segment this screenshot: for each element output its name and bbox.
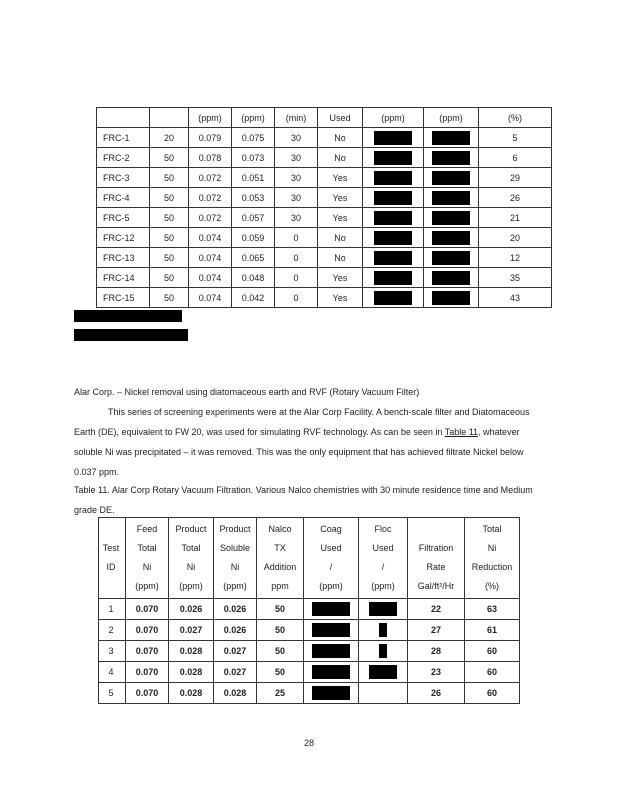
redaction-block	[432, 211, 470, 225]
table-cell: 23	[408, 662, 465, 683]
test-id-cell: FRC-3	[97, 168, 150, 188]
header-cell	[97, 108, 150, 128]
redacted-cell	[359, 599, 408, 620]
redacted-cell	[359, 662, 408, 683]
header-cell	[150, 108, 189, 128]
table-cell: 28	[408, 641, 465, 662]
redaction-block	[374, 291, 412, 305]
redacted-cell	[363, 248, 424, 268]
table-cell: 0.072	[189, 168, 232, 188]
table-cell: 30	[275, 148, 318, 168]
table-cell: 50	[150, 168, 189, 188]
header-cell: Filtration Rate Gal/ft²/Hr	[408, 518, 465, 599]
header-cell: (ppm)	[189, 108, 232, 128]
redacted-cell	[424, 188, 479, 208]
redacted-cell	[363, 188, 424, 208]
table-row	[99, 599, 520, 620]
table-cell: 20	[150, 128, 189, 148]
table-cell: 50	[150, 248, 189, 268]
redacted-cell	[363, 288, 424, 308]
redaction-block	[432, 191, 470, 205]
redacted-cell	[304, 599, 359, 620]
body-paragraph	[74, 402, 544, 482]
test-id-cell: 4	[99, 662, 126, 683]
table-cell: No	[318, 148, 363, 168]
redacted-cell	[424, 168, 479, 188]
table-caption: Table 11. Alar Corp Rotary Vacuum Filtration. Various Nalco chemistries with 30 minute residence time and Medium grade DE.	[74, 485, 533, 515]
redaction-block	[312, 644, 350, 658]
table-cell: 12	[479, 248, 552, 268]
header-cell: Feed Total Ni (ppm)	[126, 518, 169, 599]
table-cell: 30	[275, 128, 318, 148]
table-cell: 0.053	[232, 188, 275, 208]
redacted-cell	[363, 228, 424, 248]
table-cell: 6	[479, 148, 552, 168]
redaction-block	[374, 151, 412, 165]
table-cell: 0.042	[232, 288, 275, 308]
redaction-block	[369, 602, 397, 616]
table-cell: 63	[465, 599, 520, 620]
test-id-cell: FRC-13	[97, 248, 150, 268]
alar-corp-rvf-table	[98, 517, 520, 704]
test-id-cell: FRC-1	[97, 128, 150, 148]
table-cell: 60	[465, 683, 520, 704]
header-cell: Used	[318, 108, 363, 128]
table-cell: 61	[465, 620, 520, 641]
table-cell: 0.072	[189, 188, 232, 208]
table-cell: 30	[275, 208, 318, 228]
redacted-cell	[363, 268, 424, 288]
table-row	[97, 168, 552, 188]
table-row	[97, 228, 552, 248]
table-row	[97, 268, 552, 288]
table-cell: 26	[479, 188, 552, 208]
table-cell: 50	[150, 268, 189, 288]
table-cell: Yes	[318, 268, 363, 288]
table-cell: 0.075	[232, 128, 275, 148]
table-cell: 0.027	[214, 641, 257, 662]
table-cell: 0	[275, 228, 318, 248]
table-cell: 0	[275, 248, 318, 268]
table-cell: Yes	[318, 188, 363, 208]
header-cell: Product Total Ni (ppm)	[169, 518, 214, 599]
table-cell: 0.070	[126, 662, 169, 683]
table-cell: 25	[257, 683, 304, 704]
table-cell: 50	[150, 208, 189, 228]
test-id-cell: FRC-14	[97, 268, 150, 288]
table-cell: 29	[479, 168, 552, 188]
page-number: 28	[303, 738, 314, 748]
redaction-block	[432, 291, 470, 305]
table-cell: 50	[150, 148, 189, 168]
redaction-block	[374, 231, 412, 245]
redacted-cell	[424, 128, 479, 148]
frc-results-table	[96, 107, 552, 308]
table-cell: 0.073	[232, 148, 275, 168]
header-cell: (ppm)	[424, 108, 479, 128]
table-row	[99, 641, 520, 662]
redaction-block	[432, 151, 470, 165]
table-cell: 0.028	[169, 683, 214, 704]
table-row	[97, 208, 552, 228]
table-cell: 5	[479, 128, 552, 148]
test-id-cell: FRC-12	[97, 228, 150, 248]
table-cell: 50	[257, 662, 304, 683]
redaction-block	[312, 602, 350, 616]
table-cell: 0.026	[169, 599, 214, 620]
table-row	[99, 662, 520, 683]
table-row	[99, 683, 520, 704]
header-cell: (min)	[275, 108, 318, 128]
table-cell: 0.028	[169, 662, 214, 683]
redacted-cell	[304, 683, 359, 704]
table-cell: 21	[479, 208, 552, 228]
redacted-cell	[424, 248, 479, 268]
table-cell: 0	[275, 268, 318, 288]
redacted-cell	[424, 208, 479, 228]
redacted-cell	[424, 148, 479, 168]
redacted-cell	[363, 168, 424, 188]
redaction-block	[379, 644, 387, 658]
table-cell: 50	[150, 228, 189, 248]
table-cell: 43	[479, 288, 552, 308]
test-id-cell: 3	[99, 641, 126, 662]
table-cell: 26	[408, 683, 465, 704]
table-cell: 50	[150, 288, 189, 308]
redacted-cell	[359, 641, 408, 662]
header-cell: (ppm)	[363, 108, 424, 128]
table-cell: 30	[275, 168, 318, 188]
redacted-cell	[363, 208, 424, 228]
redaction-block	[379, 623, 387, 637]
table-cell: 22	[408, 599, 465, 620]
table-cell: 20	[479, 228, 552, 248]
table-cell: 0.027	[169, 620, 214, 641]
redaction-block	[369, 665, 397, 679]
table-cell: 0.074	[189, 288, 232, 308]
table-cell: 0	[275, 288, 318, 308]
section-heading: Alar Corp. – Nickel removal using diatomaceous earth and RVF (Rotary Vacuum Filter)	[74, 387, 420, 397]
header-cell: Floc Used / (ppm)	[359, 518, 408, 599]
redaction-block	[374, 191, 412, 205]
table-cell: 35	[479, 268, 552, 288]
table-cell: 60	[465, 662, 520, 683]
table-cell: Yes	[318, 208, 363, 228]
table-cell: 50	[257, 620, 304, 641]
table-cell: 0.074	[189, 248, 232, 268]
table-cell: No	[318, 248, 363, 268]
table-cell: 0.070	[126, 683, 169, 704]
table-cell: Yes	[318, 288, 363, 308]
redaction-block	[374, 211, 412, 225]
header-cell: Test ID	[99, 518, 126, 599]
redaction-block	[312, 686, 350, 700]
table-cell: 0.070	[126, 620, 169, 641]
header-cell: (%)	[479, 108, 552, 128]
table-cell: 0.028	[214, 683, 257, 704]
redaction-block	[432, 231, 470, 245]
redaction-block	[432, 171, 470, 185]
redacted-cell	[363, 128, 424, 148]
test-id-cell: FRC-4	[97, 188, 150, 208]
redaction-block	[374, 171, 412, 185]
table-cell: 0.028	[169, 641, 214, 662]
redacted-cell	[363, 148, 424, 168]
table-cell: 0.070	[126, 641, 169, 662]
table-cell: 27	[408, 620, 465, 641]
test-id-cell: 5	[99, 683, 126, 704]
table-cell: 0.074	[189, 228, 232, 248]
table-cell: No	[318, 128, 363, 148]
test-id-cell: FRC-15	[97, 288, 150, 308]
redaction-block	[432, 131, 470, 145]
body-text: This series of screening experiments were at the Alar Corp Facility. A bench-scale filter and Diatomaceous Earth (DE), equivalent to FW 20, was used for simulating RVF technology. As can be seen in	[74, 407, 530, 437]
table-row	[97, 128, 552, 148]
redaction-block	[374, 251, 412, 265]
header-cell: Total Ni Reduction (%)	[465, 518, 520, 599]
header-cell: Coag Used / (ppm)	[304, 518, 359, 599]
table-row	[97, 188, 552, 208]
table-cell: 0.072	[189, 208, 232, 228]
redaction-bar	[74, 310, 182, 322]
table-row	[97, 288, 552, 308]
table-cell: 50	[150, 188, 189, 208]
table-cell: 0.048	[232, 268, 275, 288]
redacted-cell	[304, 620, 359, 641]
test-id-cell: 1	[99, 599, 126, 620]
table-header-row	[97, 108, 552, 128]
redacted-cell	[424, 268, 479, 288]
redaction-block	[312, 623, 350, 637]
header-cell: (ppm)	[232, 108, 275, 128]
table-cell: 60	[465, 641, 520, 662]
redacted-cell	[424, 288, 479, 308]
table-row	[97, 148, 552, 168]
table-cell: 0.070	[126, 599, 169, 620]
table-cell: 50	[257, 641, 304, 662]
table-row	[99, 620, 520, 641]
redacted-cell	[304, 641, 359, 662]
body-text: , whatever soluble Ni was precipitated – it was removed. This was the only equipment that has achieved filtrate Nickel below 0.037 ppm.	[74, 427, 524, 477]
test-id-cell: FRC-2	[97, 148, 150, 168]
table-cell: 0.074	[189, 268, 232, 288]
table-cell: 0.059	[232, 228, 275, 248]
redaction-block	[374, 271, 412, 285]
redaction-block	[432, 271, 470, 285]
test-id-cell: FRC-5	[97, 208, 150, 228]
redaction-block	[312, 665, 350, 679]
header-cell: Nalco TX Addition ppm	[257, 518, 304, 599]
table-cell: 50	[257, 599, 304, 620]
table-header-row	[99, 518, 520, 599]
header-cell: Product Soluble Ni (ppm)	[214, 518, 257, 599]
table-cell: 0.078	[189, 148, 232, 168]
table-cell: 0.057	[232, 208, 275, 228]
table-cell: 0.051	[232, 168, 275, 188]
redaction-bar	[74, 329, 188, 341]
table-cell: No	[318, 228, 363, 248]
test-id-cell: 2	[99, 620, 126, 641]
table-cell: 0.027	[214, 662, 257, 683]
redacted-cell	[304, 662, 359, 683]
table-reference-link[interactable]: Table 11	[444, 427, 479, 437]
table-cell: 30	[275, 188, 318, 208]
redacted-cell	[359, 620, 408, 641]
table-cell: 0.026	[214, 599, 257, 620]
table-row	[97, 248, 552, 268]
redacted-cell	[359, 683, 408, 704]
table-cell: 0.065	[232, 248, 275, 268]
table-cell: 0.079	[189, 128, 232, 148]
redacted-cell	[424, 228, 479, 248]
table-cell: Yes	[318, 168, 363, 188]
redaction-block	[374, 131, 412, 145]
table-cell: 0.026	[214, 620, 257, 641]
redaction-block	[432, 251, 470, 265]
